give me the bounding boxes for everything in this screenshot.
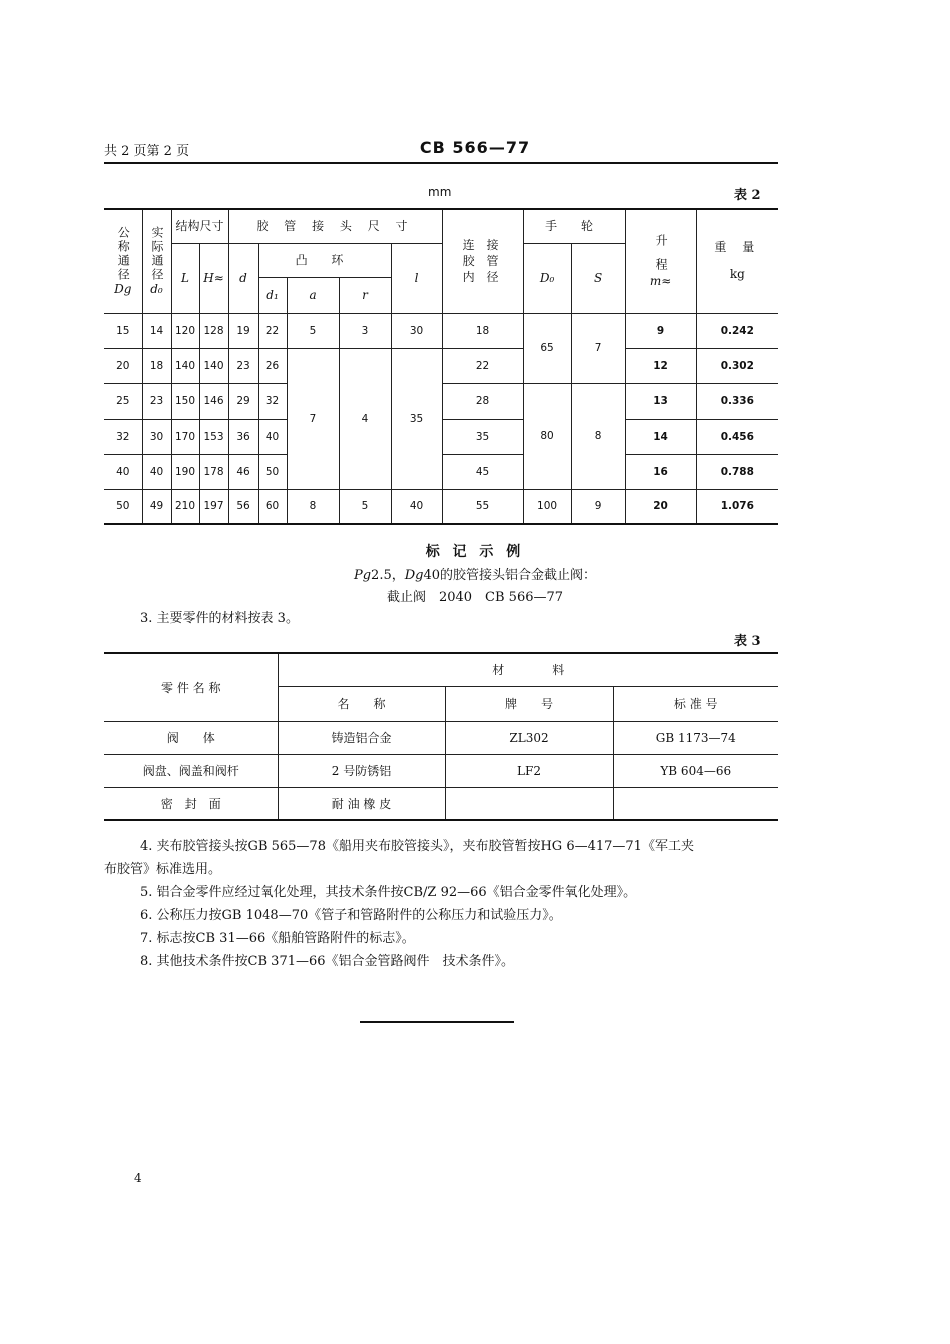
item-8: 8. 其他技术条件按CB 371—66《铝合金管路阀件 技术条件》。 [140,954,515,969]
cell: 190 [171,454,199,489]
cell: 45 [442,454,523,489]
cell: 178 [199,454,228,489]
marking-line1 [0,564,950,583]
cell: 50 [104,489,142,524]
cell: 13 [625,383,696,419]
cell: 65 [523,313,571,383]
item-5: 5. 铝合金零件应经过氧化处理，其技术条件按CB/Z 92—66《铝合金零件氧化处理》。 [140,885,637,900]
cell: 23 [142,383,171,419]
cell: 14 [625,419,696,454]
standard-number: CB 566—77 [419,138,531,157]
cell: 16 [625,454,696,489]
header-d0 [142,209,171,313]
cell: 197 [199,489,228,524]
cell: 80 [523,383,571,489]
item-6: 6. 公称压力按GB 1048—70《管子和管路附件的公称压力和试验压力》。 [140,908,562,923]
header-hose-text: 连 接 胶 管 内 径 [462,238,503,285]
cell: 5 [339,489,391,524]
marking-line2: 截止阀 2040 CB 566—77 [386,590,564,605]
header-D0: D₀ [523,243,571,313]
cell: 49 [142,489,171,524]
cell: 50 [258,454,287,489]
header-S: S [571,243,625,313]
cell: 29 [228,383,258,419]
cell: 30 [142,419,171,454]
cell: ZL302 [445,721,613,754]
cell: 56 [228,489,258,524]
cell: 46 [228,454,258,489]
header-struct: 结构尺寸 [171,209,228,243]
cell: 150 [171,383,199,419]
header-l: l [391,243,442,313]
header-d0-sym: d₀ [150,281,163,296]
cell: 7 [287,348,339,489]
header-part: 零 件 名 称 [104,653,278,721]
header-material: 材 料 [278,653,778,686]
cell: 阀盘、阀盖和阀杆 [104,754,278,787]
marking-desc: 40的胶管接头铝合金截止阀： [423,568,597,583]
cell: 15 [104,313,142,348]
cell: 9 [571,489,625,524]
cell: 7 [571,313,625,383]
header-d0-text: 实际通径 [150,225,164,282]
header-L: L [171,243,199,313]
item-4b: 布胶管》标准选用。 [104,862,222,877]
cell: 18 [142,348,171,383]
cell: 40 [104,454,142,489]
materials-table [104,652,778,821]
cell: 23 [228,348,258,383]
header-rule [104,162,778,164]
header-wheel: 手 轮 [523,209,625,243]
cell: 2 号防锈铝 [278,754,445,787]
header-ring: 凸 环 [258,243,391,277]
header-d: d [228,243,258,313]
cell: 35 [442,419,523,454]
cell: 36 [228,419,258,454]
cell: 210 [171,489,199,524]
header-joint: 胶 管 接 头 尺 寸 [228,209,442,243]
header-lift [625,209,696,313]
cell: 28 [442,383,523,419]
header-grade: 牌 号 [445,686,613,721]
cell: 0.302 [696,348,778,383]
table2-label: 表 2 [734,188,761,203]
header-hose [442,209,523,313]
cell: 153 [199,419,228,454]
cell: 0.336 [696,383,778,419]
cell [613,787,778,820]
cell: 60 [258,489,287,524]
table2-unit: mm [428,185,452,199]
dimension-table [104,208,778,525]
header-std: 标 准 号 [613,686,778,721]
cell: 4 [339,348,391,489]
table3-label: 表 3 [734,634,761,649]
item-7: 7. 标志按CB 31—66《船舶管路附件的标志》。 [140,931,415,946]
cell: 35 [391,348,442,489]
cell: 40 [258,419,287,454]
cell: 32 [104,419,142,454]
header-dg [104,209,142,313]
cell: 170 [171,419,199,454]
cell: 20 [625,489,696,524]
cell: 18 [442,313,523,348]
cell: 5 [287,313,339,348]
cell: 1.076 [696,489,778,524]
cell: 0.242 [696,313,778,348]
marking-title: 标 记 示 例 [425,544,525,560]
page-info: 共 2 页第 2 页 [104,144,190,159]
cell: 22 [258,313,287,348]
page-number: 4 [134,1171,142,1185]
cell: 146 [199,383,228,419]
cell [445,787,613,820]
cell: 20 [104,348,142,383]
header-name: 名 称 [278,686,445,721]
header-lift-text: 升 程 [654,233,669,274]
cell: 14 [142,313,171,348]
cell: GB 1173—74 [613,721,778,754]
cell: 8 [571,383,625,489]
cell: 100 [523,489,571,524]
cell: 铸造铝合金 [278,721,445,754]
cell: 9 [625,313,696,348]
header-weight-unit: kg [729,267,745,282]
header-r: r [339,277,391,313]
cell: 19 [228,313,258,348]
cell: 40 [391,489,442,524]
cell: 耐 油 橡 皮 [278,787,445,820]
cell: 22 [442,348,523,383]
cell: 128 [199,313,228,348]
header-H: H≈ [199,243,228,313]
cell: 120 [171,313,199,348]
item-4a: 4. 夹布胶管接头按GB 565—78《船用夹布胶管接头》，夹布胶管暂按HG 6—417—71《军工夹 [140,839,694,854]
header-a: a [287,277,339,313]
cell: 12 [625,348,696,383]
cell: 阀 体 [104,721,278,754]
marking-dg: Dg [404,568,424,583]
cell: 25 [104,383,142,419]
cell: 40 [142,454,171,489]
cell: 3 [339,313,391,348]
header-dg-sym: Dg [114,281,132,296]
cell: 0.456 [696,419,778,454]
header-dg-text: 公称通径 [116,225,131,282]
marking-pg-value: 2.5， [371,568,405,583]
cell: 32 [258,383,287,419]
cell: YB 604—66 [613,754,778,787]
cell: 0.788 [696,454,778,489]
item-3: 3. 主要零件的材料按表 3。 [140,611,299,626]
cell: 140 [171,348,199,383]
header-d1: d₁ [258,277,287,313]
marking-pg: Pg [353,568,372,583]
header-lift-sym: m≈ [649,273,672,288]
end-rule [360,1021,514,1023]
cell: 55 [442,489,523,524]
header-weight [696,209,778,313]
cell: 30 [391,313,442,348]
cell: 26 [258,348,287,383]
cell: 密 封 面 [104,787,278,820]
cell: 140 [199,348,228,383]
cell: LF2 [445,754,613,787]
header-weight-text: 重 量 [714,240,761,255]
cell: 8 [287,489,339,524]
